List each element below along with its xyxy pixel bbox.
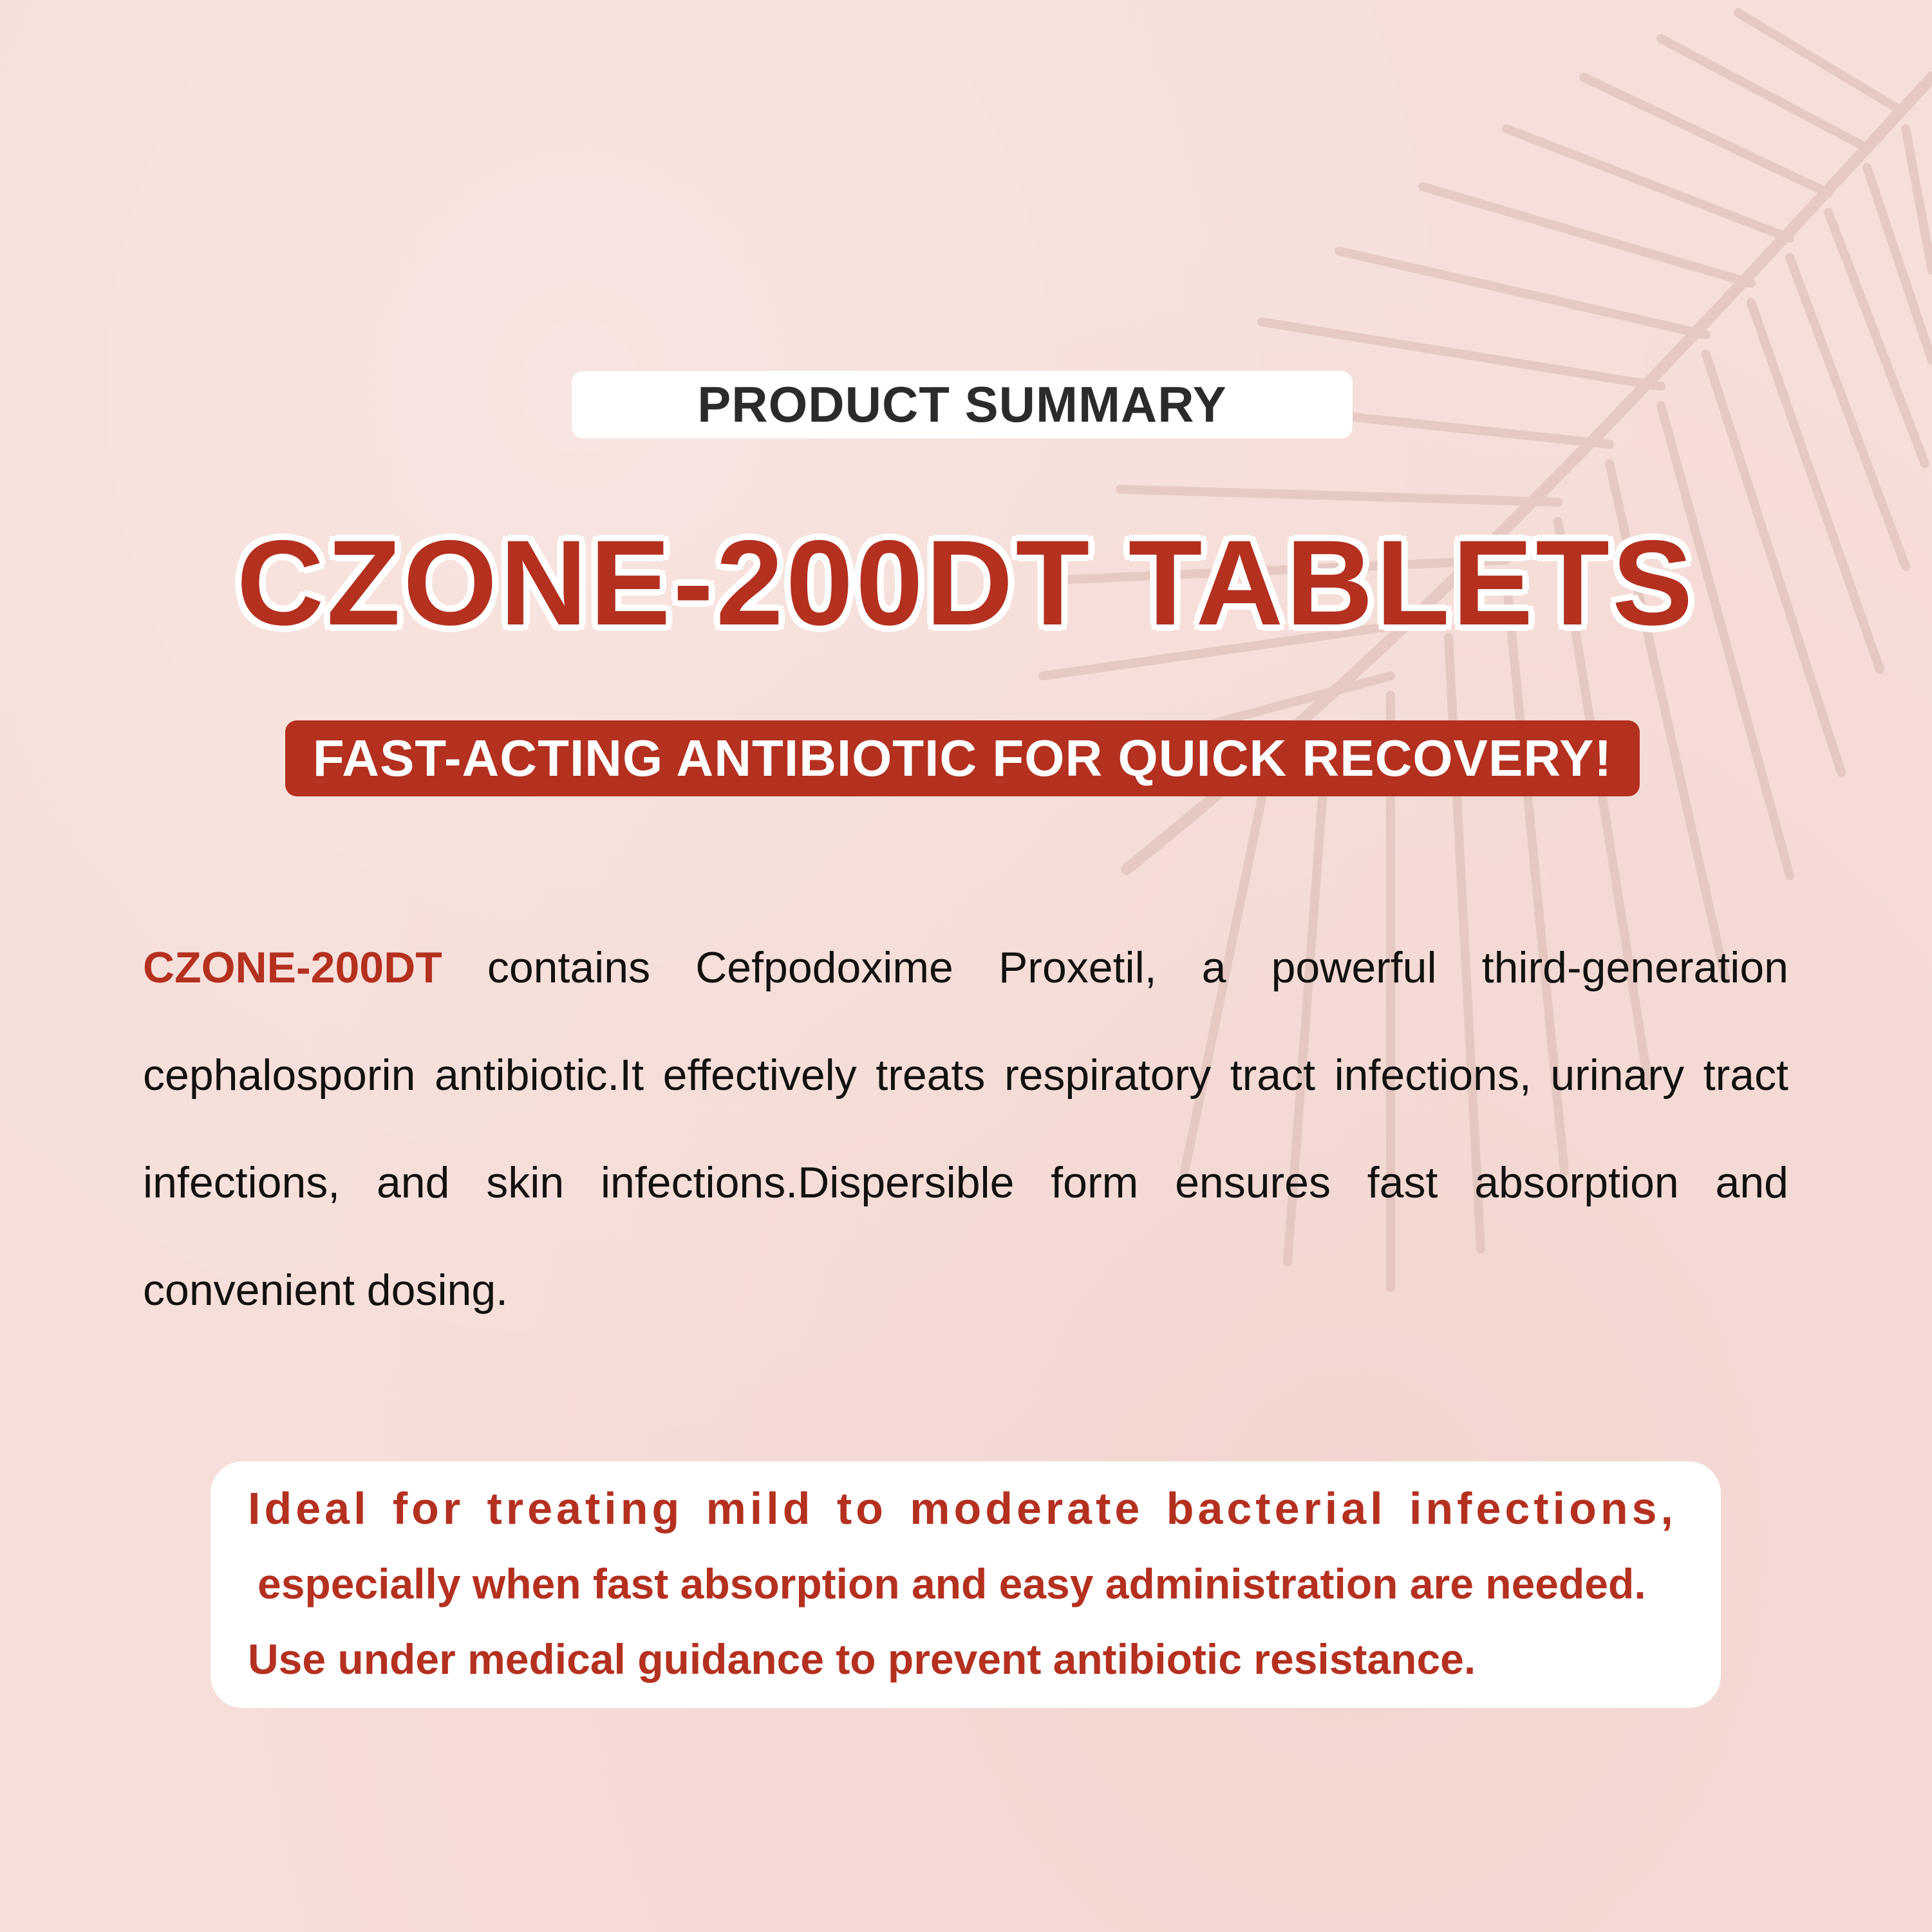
product-title: CZONE-200DT TABLETS xyxy=(236,515,1696,650)
description-text: contains Cefpodoxime Proxetil, a powerful third-generation cephalosporin antibiotic.It effectively treats respiratory tract infections, urinary tract infections, and skin infections.Dispersible form ensures fast absorption and convenient dosing. xyxy=(143,943,1788,1315)
product-description xyxy=(143,914,1788,1344)
tagline-banner xyxy=(285,720,1640,796)
description-brand: CZONE-200DT xyxy=(143,943,442,992)
product-summary-label: PRODUCT SUMMARY xyxy=(697,376,1227,433)
product-summary-badge xyxy=(572,371,1353,438)
usage-info-line-3: Use under medical guidance to prevent antibiotic resistance. xyxy=(248,1635,1476,1683)
usage-info-line-1: Ideal for treating mild to moderate bacterial infections, xyxy=(248,1483,1677,1533)
usage-info-line-2: especially when fast absorption and easy administration are needed. xyxy=(258,1560,1646,1608)
tagline-text: FAST-ACTING ANTIBIOTIC FOR QUICK RECOVERY! xyxy=(312,729,1613,787)
